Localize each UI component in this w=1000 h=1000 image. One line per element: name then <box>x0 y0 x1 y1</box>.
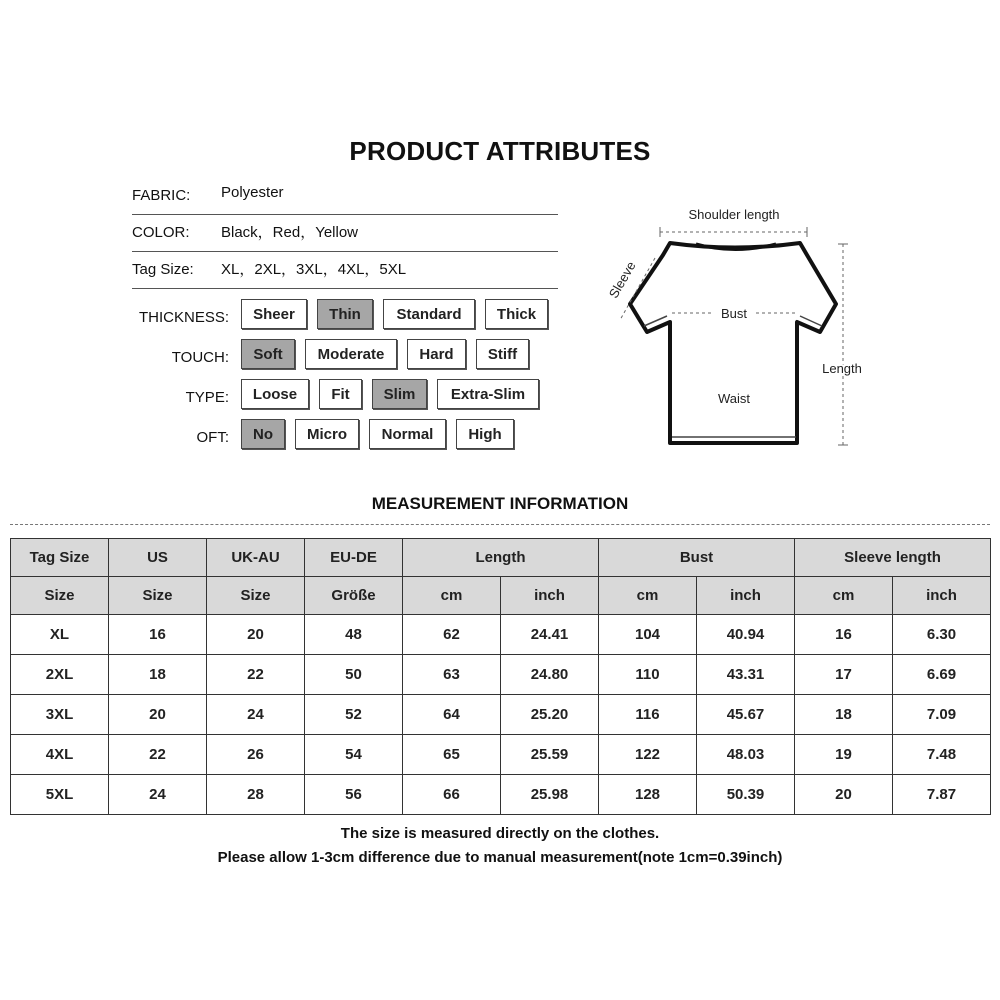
thickness-option[interactable]: Thin <box>317 299 373 329</box>
table-cell: 25.20 <box>501 695 599 735</box>
dashed-divider <box>10 524 990 525</box>
table-cell: 7.87 <box>893 775 991 815</box>
touch-option[interactable]: Moderate <box>305 339 397 369</box>
table-cell: 63 <box>403 655 501 695</box>
note-difference: Please allow 1-3cm difference due to manual measurement(note 1cm=0.39inch) <box>217 849 783 866</box>
table-cell: 16 <box>109 615 207 655</box>
table-cell: 24.41 <box>501 615 599 655</box>
table-cell: 56 <box>305 775 403 815</box>
table-cell: 18 <box>109 655 207 695</box>
header-cell: Sleeve length <box>795 539 991 577</box>
table-row <box>11 735 991 775</box>
table-cell: 25.98 <box>501 775 599 815</box>
header-cell: Length <box>403 539 599 577</box>
header-cell: US <box>109 539 207 577</box>
table-cell: 45.67 <box>697 695 795 735</box>
table-cell: 110 <box>599 655 697 695</box>
header-cell: Tag Size <box>11 539 109 577</box>
measurement-table <box>10 538 991 815</box>
subheader-cell: cm <box>403 577 501 615</box>
attr-value: XL，2XL，3XL，4XL，5XL <box>221 261 407 278</box>
type-label: TYPE: <box>185 389 229 406</box>
table-cell: 6.30 <box>893 615 991 655</box>
attr-row-fabric <box>132 178 558 215</box>
table-cell: 24 <box>207 695 305 735</box>
subheader-cell: Size <box>11 577 109 615</box>
subheader-cell: Size <box>207 577 305 615</box>
table-cell: 66 <box>403 775 501 815</box>
table-cell: 6.69 <box>893 655 991 695</box>
thickness-option[interactable]: Sheer <box>241 299 307 329</box>
table-cell: 43.31 <box>697 655 795 695</box>
thickness-option[interactable]: Thick <box>485 299 548 329</box>
attr-row-tag-size <box>132 252 558 289</box>
table-cell: 7.09 <box>893 695 991 735</box>
attr-row-color <box>132 215 558 252</box>
touch-label: TOUCH: <box>171 349 229 366</box>
touch-option[interactable]: Soft <box>241 339 295 369</box>
table-cell: 22 <box>207 655 305 695</box>
table-cell: 48 <box>305 615 403 655</box>
attr-label: COLOR: <box>132 224 190 241</box>
table-cell: 64 <box>403 695 501 735</box>
header-cell: EU-DE <box>305 539 403 577</box>
table-cell: 104 <box>599 615 697 655</box>
table-cell: 24.80 <box>501 655 599 695</box>
touch-option[interactable]: Hard <box>407 339 466 369</box>
table-row <box>11 655 991 695</box>
attr-label: FABRIC: <box>132 187 191 204</box>
subheader-cell: cm <box>795 577 893 615</box>
shoulder-length-label: Shoulder length <box>688 207 780 222</box>
table-cell: 24 <box>109 775 207 815</box>
oft-option[interactable]: Normal <box>369 419 446 449</box>
oft-option[interactable]: Micro <box>295 419 359 449</box>
table-cell: 26 <box>207 735 305 775</box>
table-cell: 25.59 <box>501 735 599 775</box>
header-cell: UK-AU <box>207 539 305 577</box>
measurement-title: MEASUREMENT INFORMATION <box>371 494 629 513</box>
type-option[interactable]: Loose <box>241 379 309 409</box>
table-cell: 50.39 <box>697 775 795 815</box>
table-cell: 128 <box>599 775 697 815</box>
sleeve-label: Sleeve <box>605 258 639 301</box>
table-row <box>11 695 991 735</box>
table-cell: 17 <box>795 655 893 695</box>
subheader-cell: cm <box>599 577 697 615</box>
page-title: PRODUCT ATTRIBUTES <box>349 136 651 166</box>
table-cell: 116 <box>599 695 697 735</box>
subheader-cell: Size <box>109 577 207 615</box>
tshirt-diagram <box>600 200 980 460</box>
attr-value: Black，Red，Yellow <box>221 224 359 241</box>
length-label: Length <box>822 361 862 376</box>
table-cell: 20 <box>109 695 207 735</box>
table-cell: XL <box>11 615 109 655</box>
table-cell: 52 <box>305 695 403 735</box>
bust-label: Bust <box>720 306 748 321</box>
table-cell: 65 <box>403 735 501 775</box>
oft-label: OFT: <box>196 429 229 446</box>
table-cell: 7.48 <box>893 735 991 775</box>
subheader-cell: Größe <box>305 577 403 615</box>
table-row <box>11 615 991 655</box>
type-option[interactable]: Slim <box>372 379 427 409</box>
subheader-cell: inch <box>893 577 991 615</box>
table-cell: 62 <box>403 615 501 655</box>
table-cell: 18 <box>795 695 893 735</box>
thickness-option[interactable]: Standard <box>383 299 475 329</box>
tshirt-outline <box>630 243 836 443</box>
table-cell: 2XL <box>11 655 109 695</box>
table-cell: 122 <box>599 735 697 775</box>
thickness-label: THICKNESS: <box>138 309 229 326</box>
table-cell: 40.94 <box>697 615 795 655</box>
table-cell: 20 <box>795 775 893 815</box>
table-cell: 22 <box>109 735 207 775</box>
table-row <box>11 775 991 815</box>
table-cell: 4XL <box>11 735 109 775</box>
subheader-cell: inch <box>697 577 795 615</box>
subheader-cell: inch <box>501 577 599 615</box>
oft-option[interactable]: High <box>456 419 514 449</box>
table-cell: 50 <box>305 655 403 695</box>
table-cell: 3XL <box>11 695 109 735</box>
table-cell: 48.03 <box>697 735 795 775</box>
waist-label: Waist <box>717 391 751 406</box>
table-cell: 54 <box>305 735 403 775</box>
touch-option[interactable]: Stiff <box>476 339 529 369</box>
note-measured: The size is measured directly on the clothes. <box>340 825 660 842</box>
table-header-row <box>11 539 991 577</box>
table-subheader-row <box>11 577 991 615</box>
table-cell: 5XL <box>11 775 109 815</box>
header-cell: Bust <box>599 539 795 577</box>
attr-label: Tag Size: <box>132 261 194 278</box>
attr-value: Polyester <box>221 184 284 201</box>
table-cell: 19 <box>795 735 893 775</box>
type-option[interactable]: Fit <box>319 379 362 409</box>
oft-option[interactable]: No <box>241 419 285 449</box>
table-cell: 16 <box>795 615 893 655</box>
type-option[interactable]: Extra-Slim <box>437 379 539 409</box>
table-cell: 28 <box>207 775 305 815</box>
table-cell: 20 <box>207 615 305 655</box>
